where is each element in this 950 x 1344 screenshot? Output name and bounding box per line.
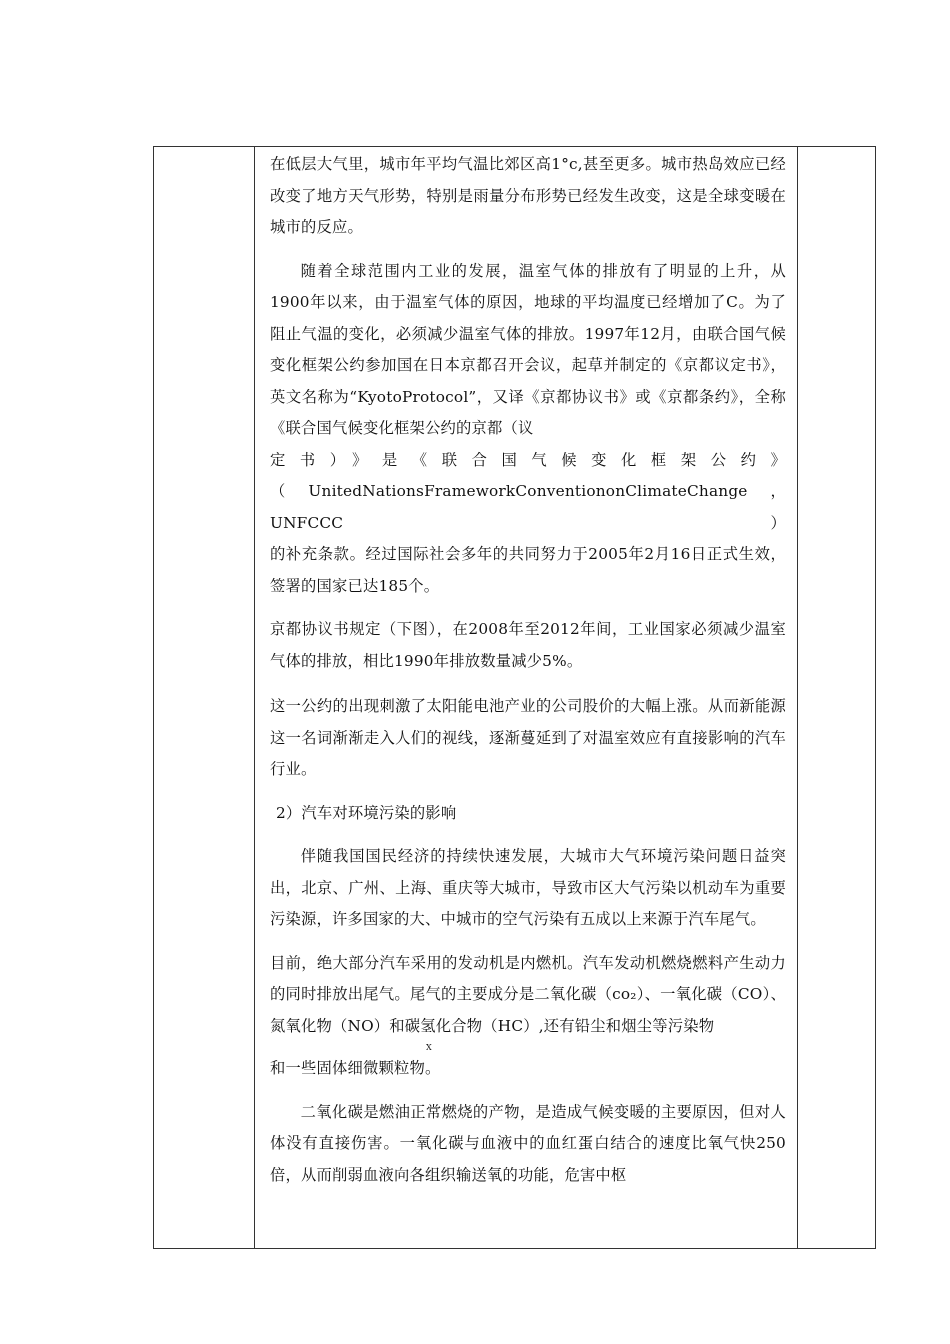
paragraph-exhaust-composition: 目前，绝大部分汽车采用的发动机是内燃机。汽车发动机燃烧燃料产生动力的同时排放出尾气。尾气的主要成分是二氧化碳（co₂）、一氧化碳（CO）、氮氧化物（NO）和碳氢化合物（HC）,还有铅尘和烟尘等污染物: [270, 953, 786, 1035]
table-column-divider-right: [797, 146, 798, 1249]
section-heading-vehicle-pollution: 2）汽车对环境污染的影响: [276, 803, 457, 822]
document-body: [270, 149, 786, 1191]
footnote-mark: X: [426, 1043, 432, 1052]
paragraph-solar-new-energy: 这一公约的出现刺激了太阳能电池产业的公司股价的大幅上涨。从而新能源这一名词渐渐走入人们的视线，逐渐蔓延到了对温室效应有直接影响的汽车行业。: [270, 697, 786, 778]
paragraph-urban-heat-island: 在低层大气里，城市年平均气温比郊区高1°c,甚至更多。城市热岛效应已经改变了地方天气形势，特别是雨量分布形势已经发生改变，这是全球变暖在城市的反应。: [270, 155, 786, 236]
paragraph-kyoto-targets: 京都协议书规定（下图），在2008年至2012年间，工业国家必须减少温室气体的排放，相比1990年排放数量减少5%。: [270, 620, 786, 670]
paragraph-kyoto-protocol-unfccc: （UnitedNationsFrameworkConventiononClimateChange，UNFCCC）: [270, 482, 786, 532]
paragraph-kyoto-protocol-intro: 随着全球范围内工业的发展，温室气体的排放有了明显的上升，从1900年以来，由于温室气体的原因，地球的平均温度已经增加了C。为了阻止气温的变化，必须减少温室气体的排放。1997年12月，由联合国气候变化框架公约参加国在日本京都召开会议，起草并制定的《京都议定书》，英文名称为“KyotoProtocol”，又译《京都协议书》或《京都条约》，全称《联合国气候变化框架公约的京都（议: [270, 261, 786, 437]
paragraph-kyoto-protocol-effect: 的补充条款。经过国际社会多年的共同努力于2005年2月16日正式生效，签署的国家已达185个。: [270, 545, 786, 595]
table-column-divider-left: [254, 146, 255, 1249]
paragraph-co2-co-effects: 二氧化碳是燃油正常燃烧的产物，是造成气候变暖的主要原因，但对人体没有直接伤害。一氧化碳与血液中的血红蛋白结合的速度比氧气快250倍，从而削弱血液向各组织输送氧的功能，危害中枢: [270, 1102, 786, 1184]
paragraph-exhaust-particles: 和一些固体细微颗粒物。: [270, 1059, 441, 1077]
paragraph-urban-air-pollution: 伴随我国国民经济的持续快速发展，大城市大气环境污染问题日益突出，北京、广州、上海、重庆等大城市，导致市区大气污染以机动车为重要污染源，许多国家的大、中城市的空气污染有五成以上来源于汽车尾气。: [270, 847, 786, 928]
paragraph-kyoto-protocol-spaced-line: 定书）》是《联合国气候变化框架公约》: [270, 450, 786, 469]
